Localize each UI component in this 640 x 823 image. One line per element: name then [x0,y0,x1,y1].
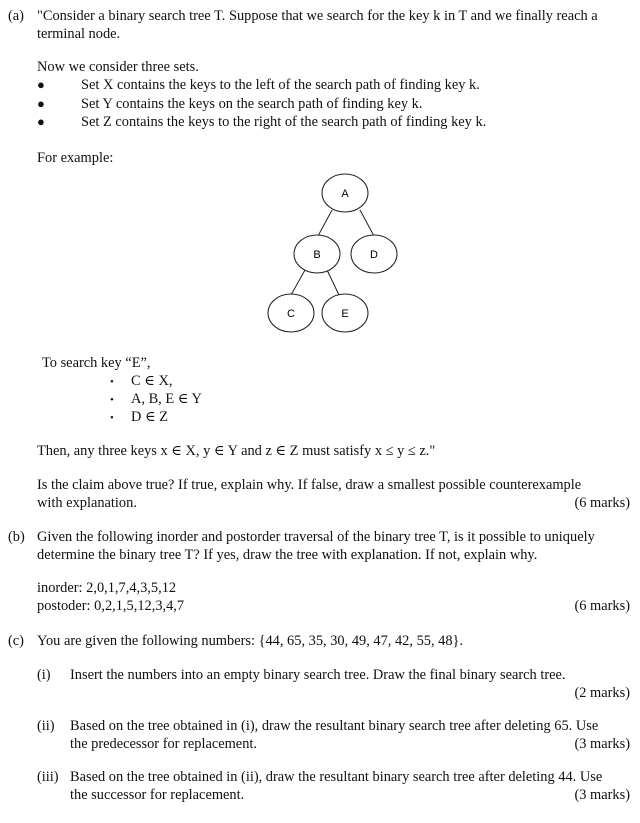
part-b-marks: (6 marks) [574,598,630,614]
part-c-i-line1: Insert the numbers into an empty binary search tree. Draw the final binary search tree. [70,667,566,683]
tree-node-a-label: A [341,188,349,200]
part-c-iii-line1: Based on the tree obtained in (ii), draw the resultant binary search tree after deleting 44. Use [70,769,603,785]
set-x-text: Set X contains the keys to the left of the search path of finding key k. [81,77,480,93]
part-a-line1: "Consider a binary search tree T. Suppose that we search for the key k in T and we finally reach a [37,8,598,24]
bullet-icon: • [110,412,114,424]
part-c-ii-label: (ii) [37,718,55,734]
part-c-ii-marks: (3 marks) [574,736,630,752]
question-a-line2: with explanation. [37,495,137,511]
bullet-icon: • [110,394,114,406]
part-b-line1: Given the following inorder and postorder traversal of the binary tree T, is it possible to uniquely [37,529,595,545]
part-b-label: (b) [8,529,25,545]
bullet-icon: ● [37,114,45,129]
edge-a-b [318,210,332,236]
bullet-icon: • [110,376,114,388]
search-bullet-1: C ∈ X, [131,373,173,389]
edge-b-e [327,270,339,295]
tree-node-e-label: E [341,308,349,320]
example-label: For example: [37,150,114,166]
set-z-text: Set Z contains the keys to the right of the search path of finding key k. [81,114,487,130]
part-a-marks: (6 marks) [574,495,630,511]
sets-intro: Now we consider three sets. [37,59,199,75]
search-bullet-3: D ∈ Z [131,409,169,425]
tree-node-d-label: D [370,249,378,261]
tree-node-c-label: C [287,308,295,320]
tree-node-b-label: B [313,249,321,261]
claim-line: Then, any three keys x ∈ X, y ∈ Y and z ∈ Z must satisfy x ≤ y ≤ z." [37,443,436,459]
part-b-line2: determine the binary tree T? If yes, draw the tree with explanation. If not, explain why. [37,547,538,563]
edge-b-c [291,270,305,295]
question-a-line1: Is the claim above true? If true, explain why. If false, draw a smallest possible counterexample [37,477,582,493]
example-tree-diagram [260,170,410,338]
part-c-ii-line1: Based on the tree obtained in (i), draw the resultant binary search tree after deleting 65. Use [70,718,599,734]
part-c-i-label: (i) [37,667,51,683]
edge-a-d [360,210,374,236]
part-c-i-marks: (2 marks) [574,685,630,701]
search-key-label: To search key “E”, [42,355,151,371]
inorder-traversal: inorder: 2,0,1,7,4,3,5,12 [37,580,177,596]
search-bullet-2: A, B, E ∈ Y [131,391,202,407]
part-c-iii-marks: (3 marks) [574,787,630,803]
bullet-icon: ● [37,77,45,92]
part-a-line2: terminal node. [37,26,121,42]
part-c-label: (c) [8,633,24,649]
part-a-label: (a) [8,8,24,24]
set-y-text: Set Y contains the keys on the search path of finding key k. [81,96,423,112]
postorder-traversal: postoder: 0,2,1,5,12,3,4,7 [37,598,185,614]
part-c-iii-label: (iii) [37,769,59,785]
part-c-iii-line2: the successor for replacement. [70,787,245,803]
part-c-ii-line2: the predecessor for replacement. [70,736,257,752]
part-c-line1: You are given the following numbers: {44, 65, 35, 30, 49, 47, 42, 55, 48}. [37,633,464,649]
bullet-icon: ● [37,96,45,111]
